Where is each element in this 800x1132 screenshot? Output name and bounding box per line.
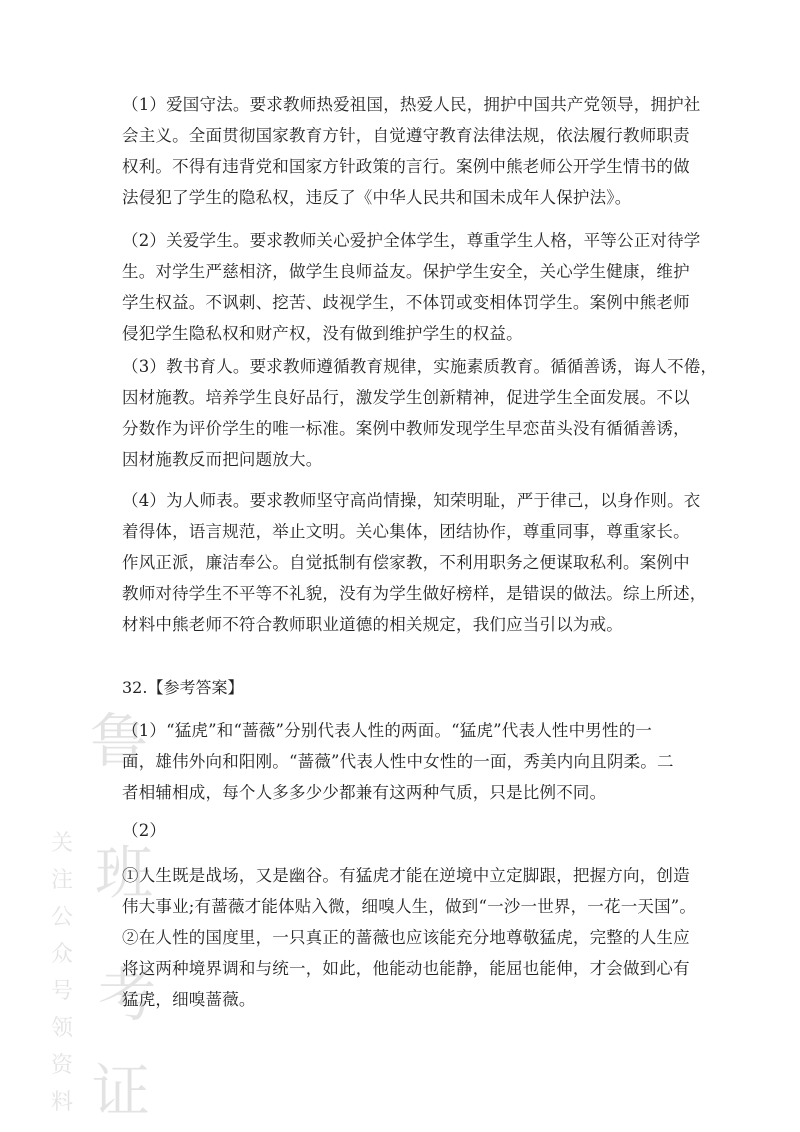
- text-line: 着得体，语言规范，举止文明。关心集体，团结协作，尊重同事，尊重家长。: [122, 522, 690, 541]
- watermark-vertical-text: [48, 825, 76, 1121]
- paragraph-answer-1: [122, 715, 682, 808]
- watermark-char: 资: [50, 1053, 73, 1078]
- text-line: 面，雄伟外向和阳刚。“蔷薇”代表人性中女性的一面，秀美内向且阴柔。二: [122, 752, 674, 771]
- paragraph-teaching: [122, 351, 718, 475]
- text-line: 猛虎，细嗅蔷薇。: [122, 990, 256, 1009]
- answer-heading: 32.【参考答案】: [122, 678, 244, 697]
- text-line: 会主义。全面贯彻国家教育方针，自觉遵守教育法律法规，依法履行教师职责: [122, 126, 690, 145]
- watermark-char: 关: [50, 831, 73, 856]
- text-line: 因材施教。培养学生良好品行，激发学生创新精神，促进学生全面发展。不以: [122, 388, 690, 407]
- watermark-char: 公: [50, 905, 73, 930]
- text-line: 作风正派，廉洁奉公。自觉抵制有偿家教，不利用职务之便谋取私利。案例中: [122, 553, 690, 572]
- text-line: ①人生既是战场，又是幽谷。有猛虎才能在逆境中立定脚跟，把握方向，创造: [122, 866, 690, 885]
- watermark-big-char: 班: [95, 839, 154, 907]
- watermark-big-char: 考: [98, 961, 157, 1029]
- text-line: 生。对学生严慈相济，做学生良师益友。保护学生安全，关心学生健康，维护: [122, 262, 690, 281]
- text-line: 伟大事业;有蔷薇才能体贴入微，细嗅人生，做到“一沙一世界，一花一天国”。: [122, 897, 697, 916]
- watermark-big-char: 鲁: [90, 707, 149, 775]
- paragraph-role-model: [122, 485, 707, 640]
- text-line: 权利。不得有违背党和国家方针政策的言行。案例中熊老师公开学生情书的做: [122, 157, 690, 176]
- text-line: （2）关爱学生。要求教师关心爱护全体学生，尊重学生人格，平等公正对待学: [122, 231, 701, 250]
- watermark-char: 众: [50, 942, 73, 967]
- text-line: 因材施教反而把问题放大。: [122, 450, 323, 469]
- paragraph-care-students: [122, 225, 701, 349]
- watermark-char: 领: [50, 1016, 73, 1041]
- text-line: 将这两种境界调和与统一，如此，他能动也能静，能屈也能伸，才会做到心有: [122, 959, 690, 978]
- text-line: 者相辅相成，每个人多多少少都兼有这两种气质，只是比例不同。: [122, 783, 607, 802]
- text-line: 学生权益。不讽刺、挖苦、歧视学生，不体罚或变相体罚学生。案例中熊老师: [122, 293, 690, 312]
- paragraph-answer-2-body: [122, 860, 697, 1015]
- watermark-big-char: 证: [92, 1057, 151, 1125]
- text-line: （3）教书育人。要求教师遵循教育规律，实施素质教育。循循善诱，诲人不倦，: [122, 357, 718, 376]
- text-line: 教师对待学生不平等不礼貌，没有为学生做好榜样，是错误的做法。综上所述，: [122, 584, 707, 603]
- paragraph-patriotism: [122, 89, 701, 213]
- watermark-char: 号: [50, 979, 73, 1004]
- text-line: （1）爱国守法。要求教师热爱祖国，热爱人民，拥护中国共产党领导，拥护社: [122, 95, 701, 114]
- text-line: （1）“猛虎”和“蔷薇”分别代表人性的两面。“猛虎”代表人性中男性的一: [122, 721, 653, 740]
- text-line: （4）为人师表。要求教师坚守高尚情操，知荣明耻，严于律己，以身作则。衣: [122, 491, 701, 510]
- text-line: ②在人性的国度里，一只真正的蔷薇也应该能充分地尊敬猛虎，完整的人生应: [122, 928, 690, 947]
- text-line: （2）: [122, 821, 167, 840]
- watermark-char: 注: [50, 868, 73, 893]
- text-line: 材料中熊老师不符合教师职业道德的相关规定，我们应当引以为戒。: [122, 615, 623, 634]
- text-line: 法侵犯了学生的隐私权，违反了《中华人民共和国未成年人保护法》。: [122, 188, 632, 207]
- text-line: 侵犯学生隐私权和财产权，没有做到维护学生的权益。: [122, 324, 523, 343]
- text-line: 分数作为评价学生的唯一标准。案例中教师发现学生早恋苗头没有循循善诱，: [122, 419, 690, 438]
- watermark-char: 料: [50, 1090, 73, 1115]
- paragraph-answer-2-label: [122, 815, 682, 846]
